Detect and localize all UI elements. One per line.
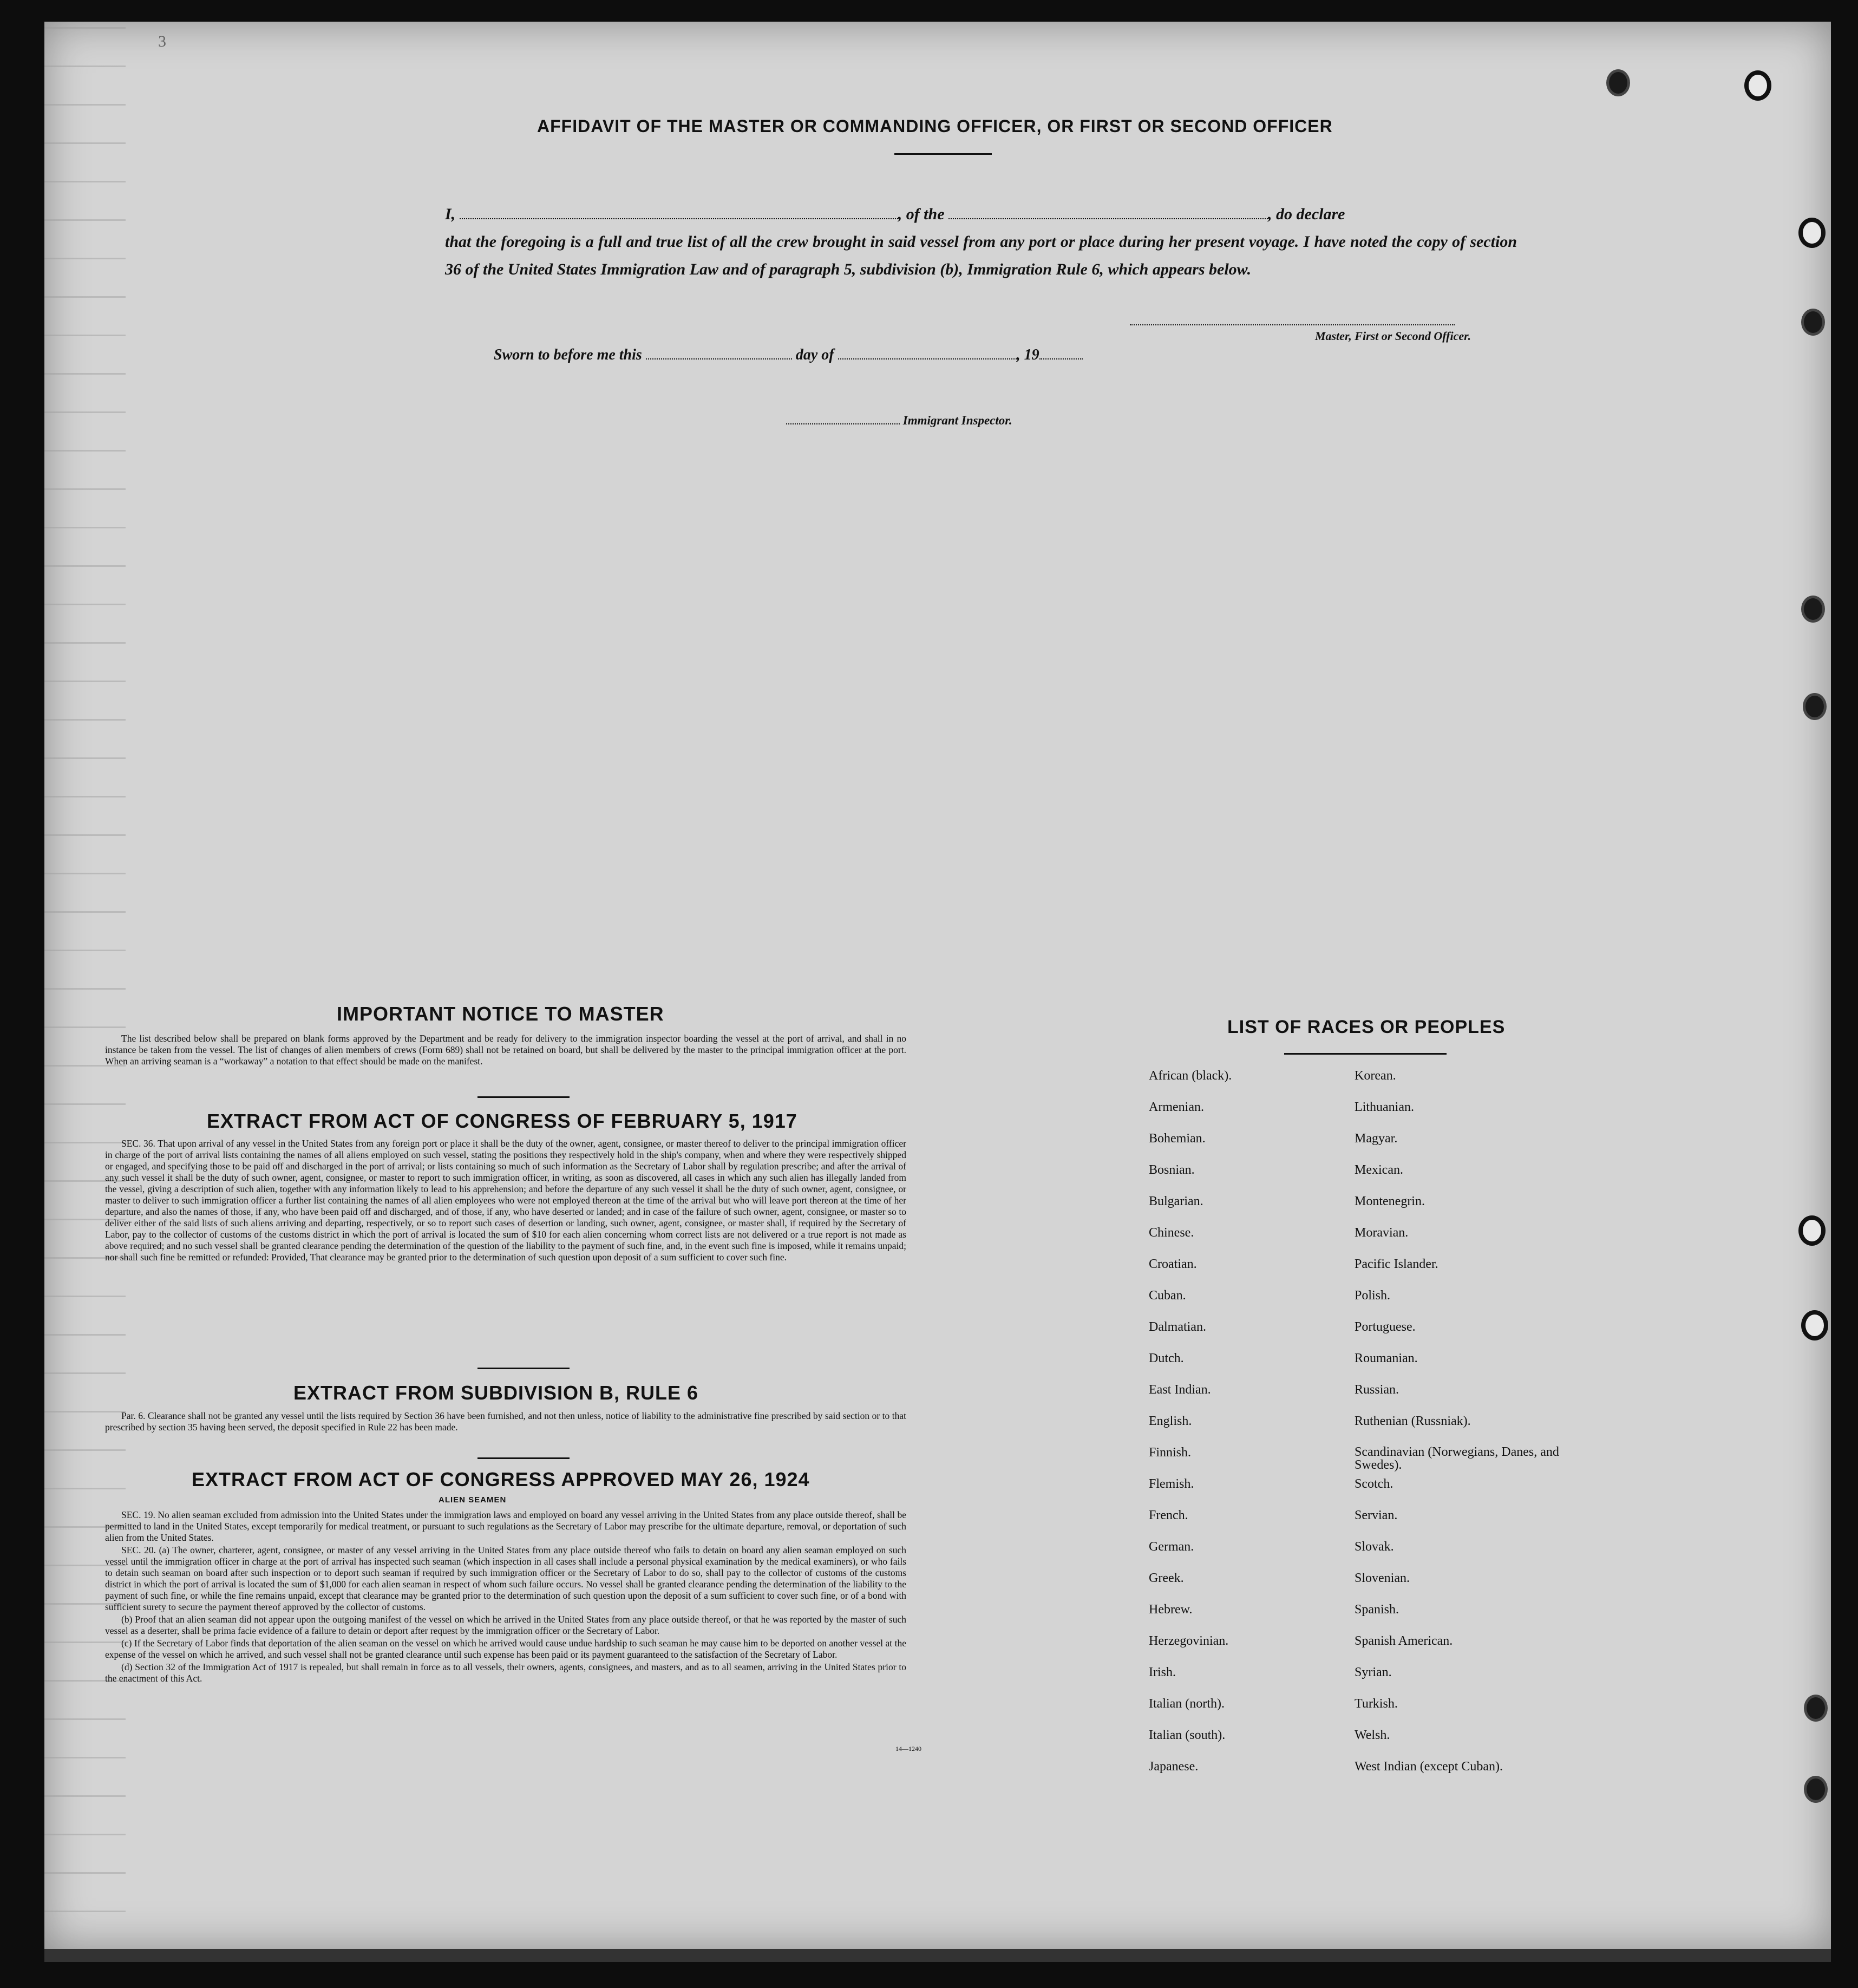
race-item: Dutch. <box>1149 1351 1184 1365</box>
inspector-field[interactable] <box>786 410 900 424</box>
race-item: Lithuanian. <box>1355 1100 1414 1114</box>
page-edge <box>44 1949 1831 1962</box>
race-item: Ruthenian (Russniak). <box>1355 1414 1471 1428</box>
notice-text <box>105 1033 906 1068</box>
punch-hole <box>1803 693 1827 720</box>
race-item: Italian (south). <box>1149 1728 1226 1742</box>
master-signature-label: Master, First or Second Officer. <box>1314 329 1471 343</box>
race-item: Greek. <box>1149 1571 1184 1585</box>
race-item: Welsh. <box>1355 1728 1390 1742</box>
section-36-paragraph: SEC. 36. That upon arrival of any vessel in the United States from any foreign port or place it shall be the duty of the owner, agent, consignee, or master thereof to deliver to the principal immigration officer in charge of the port of arrival lists containing the names of all aliens employed on such vessel, stating the positions they respectively hold in the ship's company, when and where they were respectively shipped or engaged, and specifying those to be paid off and discharged in the port of arrival; or lists containing so much of such information as the Secretary of Labor shall by regulation prescribe; and after the arrival of any such vessel it shall be the duty of such owner, agent, consignee, or master to report to such immigration officer, in writing, as soon as discovered, all cases in which any such alien has illegally landed from the vessel, giving a description of such alien, together with any information likely to lead to his apprehension; and before the departure of any such vessel it shall be the duty of such owner, agent, consignee, or master to deliver to such immigration officer a further list containing the names of all alien employees who were not employed thereon at the time of the arrival but who will leave port thereon at the time of her departure, and also the names of those, if any, who have been paid off and discharged, and of those, if any, who have deserted or landed; and in case of the failure of such owner, agent, consignee, or master so to deliver either of the said lists of such aliens arriving and departing, respectively, or so to report such cases of desertion or landing, such owner, agent, consignee, or master shall, if required by the Secretary of Labor, pay to the collector of customs of the customs district in which the port of arrival is located the sum of $10 for each alien concerning whom correct lists are not delivered or a true report is not made as above required; and no such vessel shall be granted clearance pending the determination of the question of the liability to the payment of such fine, and, in the event such fine is imposed, while it remains unpaid; nor shall such fine be remitted or refunded: Provided, That clearance may be granted prior to the determination of such question upon deposit of a sum sufficient to cover such fine. <box>105 1138 906 1263</box>
divider <box>477 1457 570 1459</box>
race-item: Italian (north). <box>1149 1697 1225 1711</box>
inspector-signature <box>786 410 1012 428</box>
race-item: Bohemian. <box>1149 1132 1206 1146</box>
races-right-column <box>1355 1069 1582 1791</box>
punch-hole <box>1804 1695 1828 1722</box>
punch-hole <box>1801 309 1825 336</box>
race-item: Moravian. <box>1355 1226 1409 1240</box>
master-signature-field[interactable] <box>1130 311 1455 325</box>
sworn-line <box>494 345 1083 364</box>
sec-20c-paragraph: (c) If the Secretary of Labor finds that deportation of the alien seaman on the vessel on which he arrived would cause undue hardship to such seaman he may cause him to be deported on another vessel at the expense of the vessel on which he arrived, and such vessel shall not be granted clearance until such expense has been paid or its payment guaranteed to the satisfaction of the Secretary of Labor. <box>105 1638 906 1660</box>
punch-hole <box>1801 1310 1828 1340</box>
race-item: Scandinavian (Norwegians, Danes, and Swedes). <box>1355 1445 1559 1472</box>
race-item: Spanish. <box>1355 1603 1399 1617</box>
races-heading: LIST OF RACES OR PEOPLES <box>1227 1017 1506 1037</box>
punch-hole <box>1798 1215 1826 1246</box>
sworn-month-field[interactable] <box>838 345 1017 359</box>
inspector-label: Immigrant Inspector. <box>902 414 1012 427</box>
race-item: Servian. <box>1355 1508 1398 1522</box>
affidavit-text <box>445 200 1517 283</box>
race-item: Japanese. <box>1149 1760 1199 1774</box>
race-item: West Indian (except Cuban). <box>1355 1760 1503 1774</box>
sec-20d-paragraph: (d) Section 32 of the Immigration Act of 1917 is repealed, but shall remain in force as to all vessels, their owners, agents, consignees, and masters, and as to all seamen, arriving in the United States prior to the enactment of this Act. <box>105 1662 906 1684</box>
race-item: Irish. <box>1149 1665 1176 1679</box>
extract-1917-heading: EXTRACT FROM ACT OF CONGRESS OF FEBRUARY 5, 1917 <box>207 1110 797 1132</box>
extract-1924-text <box>105 1509 906 1685</box>
affidavit-declare: , do declare <box>1268 205 1345 223</box>
race-item: Slovenian. <box>1355 1571 1410 1585</box>
divider <box>1284 1053 1447 1055</box>
sec-19-paragraph: SEC. 19. No alien seaman excluded from admission into the United States under the immigration laws and employed on board any vessel arriving in the United States from any place outside thereof, shall be permitted to land in the United States, except temporarily for medical treatment, or pursuant to such regulations as the Secretary of Labor may prescribe for the ultimate departure, removal, or deportation of such alien from the United States. <box>105 1509 906 1543</box>
race-item: Polish. <box>1355 1289 1391 1303</box>
race-item: German. <box>1149 1540 1194 1554</box>
page-number: 3 <box>158 32 166 50</box>
subdivision-text <box>105 1410 906 1434</box>
race-item: Cuban. <box>1149 1289 1186 1303</box>
par-6-paragraph: Par. 6. Clearance shall not be granted any vessel until the lists required by Section 36 have been furnished, and not then unless, notice of liability to the administrative fine prescribed by said section or to that prescribed by section 35 having been served, the deposit specified in Rule 22 has been made. <box>105 1410 906 1433</box>
race-item: Bulgarian. <box>1149 1194 1203 1208</box>
race-item: Hebrew. <box>1149 1603 1193 1617</box>
alien-seamen-subheading: ALIEN SEAMEN <box>439 1495 507 1505</box>
race-item: Chinese. <box>1149 1226 1194 1240</box>
sec-20b-paragraph: (b) Proof that an alien seaman did not appear upon the outgoing manifest of the vessel on which he arrived in the United States from any place outside thereof, or that he was reported by the master of such vessel as a deserter, shall be prima facie evidence of a failure to detain or deport after request by the immigration officer or the Secretary of Labor. <box>105 1614 906 1636</box>
race-item: Korean. <box>1355 1069 1396 1083</box>
sworn-year-text: , 19 <box>1016 346 1039 363</box>
race-item: Russian. <box>1355 1383 1399 1397</box>
race-item: Armenian. <box>1149 1100 1204 1114</box>
race-item: Turkish. <box>1355 1697 1398 1711</box>
race-item: Spanish American. <box>1355 1634 1453 1648</box>
form-number: 14—1240 <box>895 1745 921 1752</box>
race-item: Slovak. <box>1355 1540 1394 1554</box>
races-left-column <box>1149 1069 1232 1791</box>
punch-hole <box>1801 596 1825 623</box>
divider <box>894 153 992 155</box>
race-item: Dalmatian. <box>1149 1320 1206 1334</box>
race-item: English. <box>1149 1414 1192 1428</box>
race-item: Croatian. <box>1149 1257 1197 1271</box>
punch-hole <box>1606 69 1630 96</box>
race-item: Montenegrin. <box>1355 1194 1425 1208</box>
sworn-day-text: day of <box>795 346 834 363</box>
affidavit-heading: AFFIDAVIT OF THE MASTER OR COMMANDING OFFICER, OR FIRST OR SECOND OFFICER <box>537 116 1333 136</box>
race-item: Magyar. <box>1355 1132 1398 1146</box>
affidavit-of-the: , of the <box>898 205 945 223</box>
race-item: Herzegovinian. <box>1149 1634 1229 1648</box>
divider <box>477 1096 570 1098</box>
race-item: African (black). <box>1149 1069 1232 1083</box>
race-item: Mexican. <box>1355 1163 1403 1177</box>
manifest-sheet <box>44 22 1831 1949</box>
divider <box>477 1368 570 1369</box>
punch-hole <box>1798 218 1826 248</box>
sworn-year-field[interactable] <box>1039 345 1083 359</box>
race-item: Bosnian. <box>1149 1163 1195 1177</box>
notice-paragraph: The list described below shall be prepared on blank forms approved by the Department and be ready for delivery to the immigration inspector boarding the vessel at the port of arrival, and shall in no instance be taken from the vessel. The list of changes of alien members of crews (Form 689) shall not be retained on board, but shall be delivered by the master to the principal immigration officer at the port. When an arriving seaman is a “workaway” a notation to that effect should be made on the manifest. <box>105 1033 906 1067</box>
race-item: Flemish. <box>1149 1477 1194 1491</box>
extract-1917-text <box>105 1138 906 1264</box>
affidavit-i: I, <box>445 205 456 223</box>
sec-20a-paragraph: SEC. 20. (a) The owner, charterer, agent, consignee, or master of any vessel arriving in the United States from any place outside thereof who fails to detain on board any alien seaman employed on such vessel until the immigration officer in charge at the port of arrival has inspected such seaman (which inspection in all cases shall include a personal physical examination by the medical examiners), or who fails to detain such seaman on board after such inspection or to deport such seaman if required by such immigration officer or the Secretary of Labor to do so, shall pay to the collector of customs of the customs district in which the port of arrival is located the sum of $1,000 for each alien seaman in respect of whom such failure occurs. No vessel shall be granted clearance pending the determination of the liability to the payment of such fine, or while the fine remains unpaid, except that clearance may be granted prior to the determination of such question upon the deposit of a sum sufficient to cover such fine, or of a bond with sufficient surety to secure the payment thereof approved by the collector of customs. <box>105 1545 906 1612</box>
master-signature <box>1114 311 1471 343</box>
sworn-day-field[interactable] <box>646 345 792 359</box>
sworn-text: Sworn to before me this <box>494 346 642 363</box>
race-item: Pacific Islander. <box>1355 1257 1438 1271</box>
race-item: Scotch. <box>1355 1477 1394 1491</box>
vessel-field[interactable] <box>948 205 1268 219</box>
subdivision-heading: EXTRACT FROM SUBDIVISION B, RULE 6 <box>293 1382 699 1404</box>
notice-heading: IMPORTANT NOTICE TO MASTER <box>337 1003 664 1025</box>
race-item: Finnish. <box>1149 1446 1192 1460</box>
name-field[interactable] <box>460 205 898 219</box>
race-item: Syrian. <box>1355 1665 1392 1679</box>
affidavit-body: that the foregoing is a full and true list of all the crew brought in said vessel from any port or place during her present voyage. I have noted the copy of section 36 of the United States Immigration Law and of paragraph 5, subdivision (b), Immigration Rule 6, which appears below. <box>445 233 1517 278</box>
punch-hole <box>1804 1776 1828 1803</box>
race-item: East Indian. <box>1149 1383 1211 1397</box>
punch-hole <box>1744 70 1771 101</box>
race-item: French. <box>1149 1508 1188 1522</box>
extract-1924-heading: EXTRACT FROM ACT OF CONGRESS APPROVED MAY 26, 1924 <box>192 1468 810 1490</box>
affidavit-first-line <box>445 200 1517 228</box>
race-item: Roumanian. <box>1355 1351 1418 1365</box>
race-item: Portuguese. <box>1355 1320 1416 1334</box>
